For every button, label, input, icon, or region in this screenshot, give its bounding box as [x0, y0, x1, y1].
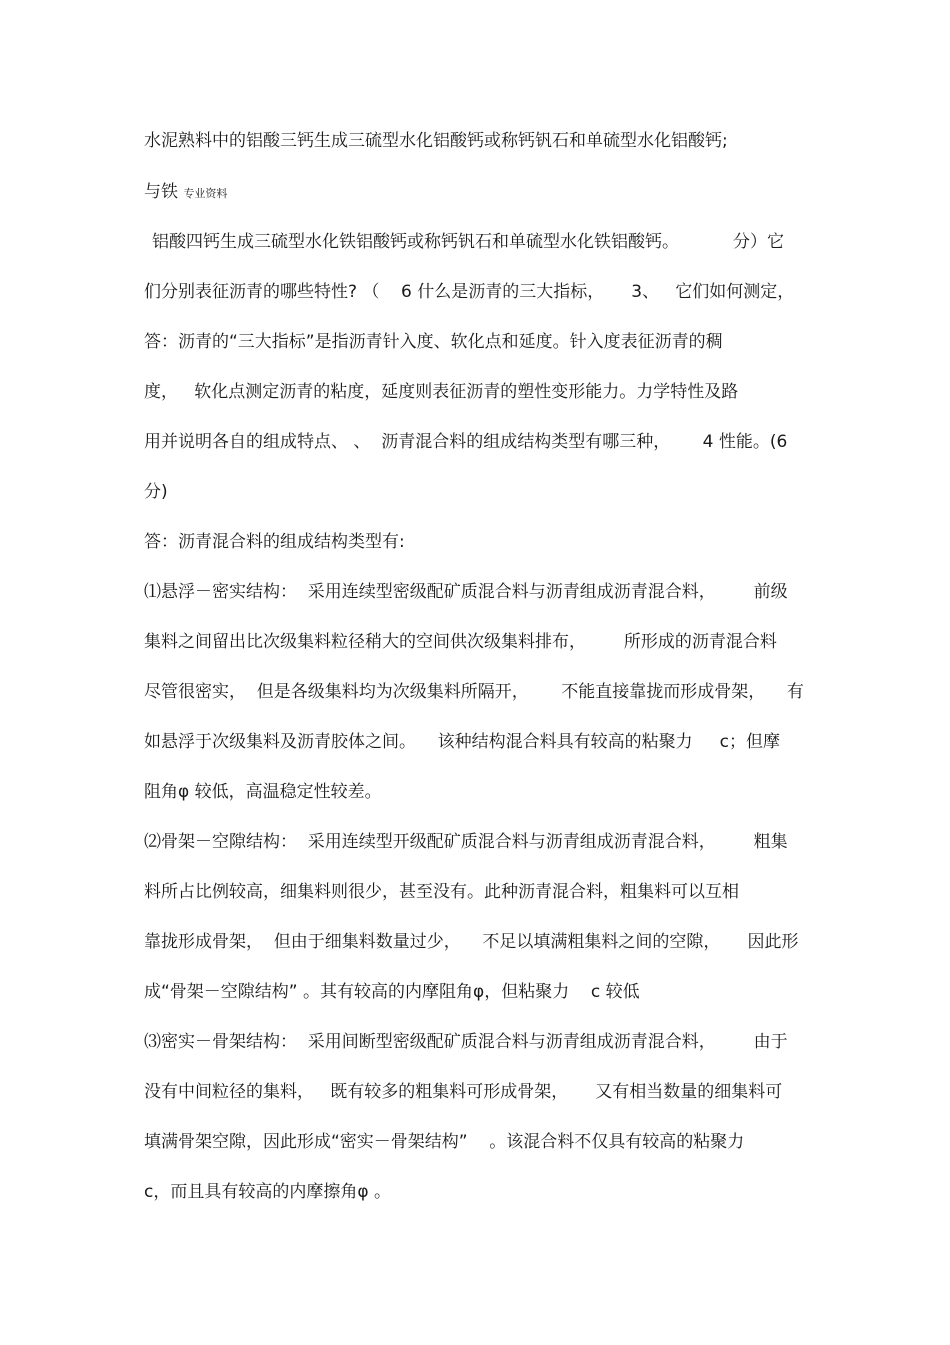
text-line-16: 料所占比例较高，细集料则很少，甚至没有。此种沥青混合料，粗集料可以互相 [144, 882, 739, 902]
text-line-4: 们分别表征沥青的哪些特性? （ 6 什么是沥青的三大指标， 3、 它们如何测定， [144, 282, 795, 302]
text-line-17: 靠拢形成骨架， 但由于细集料数量过少， 不足以填满粗集料之间的空隙， 因此形 [144, 932, 799, 952]
text-line-10: ⑴悬浮－密实结构： 采用连续型密级配矿质混合料与沥青组成沥青混合料， 前级 [144, 582, 788, 602]
text-line-13: 如悬浮于次级集料及沥青胶体之间。 该种结构混合料具有较高的粘聚力 c；但摩 [144, 732, 780, 752]
text-line-1: 水泥熟料中的铝酸三钙生成三硫型水化铝酸钙或称钙钒石和单硫型水化铝酸钙; [144, 131, 728, 151]
text-line-22: c，而且具有较高的内摩擦角φ 。 [144, 1182, 391, 1202]
text-line-2-main: 与铁 [144, 182, 178, 202]
text-line-2 [144, 180, 810, 206]
text-line-9: 答：沥青混合料的组成结构类型有: [144, 532, 405, 552]
text-line-5: 答：沥青的“三大指标”是指沥青针入度、软化点和延度。针入度表征沥青的稠 [144, 332, 723, 352]
text-line-18: 成“骨架－空隙结构” 。其有较高的内摩阻角φ，但粘聚力 c 较低 [144, 982, 640, 1002]
text-line-8: 分) [144, 482, 168, 502]
text-line-20: 没有中间粒径的集料， 既有较多的粗集料可形成骨架， 又有相当数量的细集料可 [144, 1082, 783, 1102]
text-line-19: ⑶密实－骨架结构： 采用间断型密级配矿质混合料与沥青组成沥青混合料， 由于 [144, 1032, 788, 1052]
text-line-3: 铝酸四钙生成三硫型水化铁铝酸钙或称钙钒石和单硫型水化铁铝酸钙。 分）它 [152, 232, 785, 252]
text-line-21: 填满骨架空隙，因此形成“密实－骨架结构” 。该混合料不仅具有较高的粘聚力 [144, 1132, 745, 1152]
text-line-7: 用并说明各自的组成特点、 、 沥青混合料的组成结构类型有哪三种， 4 性能。(6 [144, 432, 788, 452]
text-line-14: 阻角φ 较低，高温稳定性较差。 [144, 782, 382, 802]
text-line-11: 集料之间留出比次级集料粒径稍大的空间供次级集料排布， 所形成的沥青混合料 [144, 632, 777, 652]
text-line-12: 尽管很密实， 但是各级集料均为次级集料所隔开， 不能直接靠拢而形成骨架， 有 [144, 682, 804, 702]
text-line-6: 度， 软化点测定沥青的粘度，延度则表征沥青的塑性变形能力。力学特性及路 [144, 382, 739, 402]
watermark-text: 专业资料 [183, 187, 228, 200]
text-line-15: ⑵骨架－空隙结构： 采用连续型开级配矿质混合料与沥青组成沥青混合料， 粗集 [144, 832, 788, 852]
